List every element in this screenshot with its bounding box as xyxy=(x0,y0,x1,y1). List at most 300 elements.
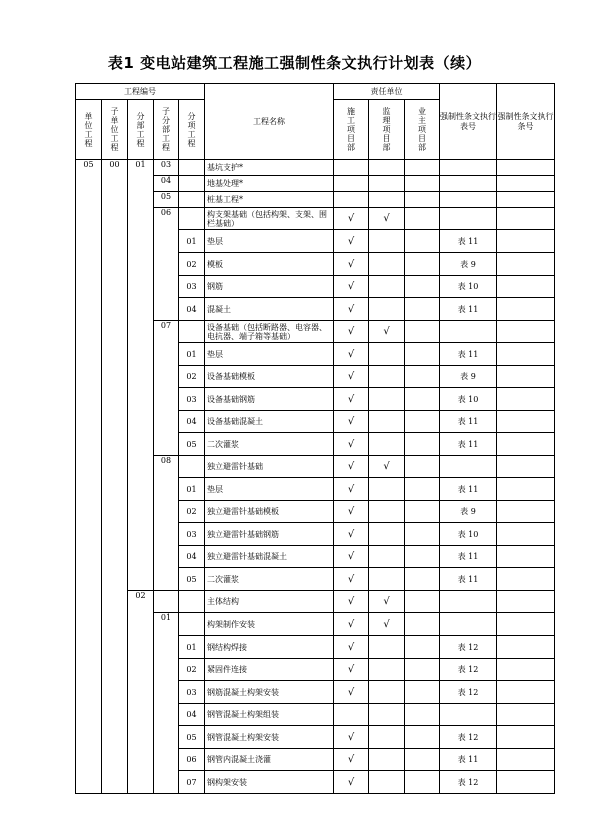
plan-table xyxy=(75,83,555,794)
table-row xyxy=(76,636,555,659)
unit-cell xyxy=(76,366,102,388)
name-cell: 二次灌浆 xyxy=(205,568,334,591)
subpart-cell xyxy=(154,478,179,501)
supervision-check xyxy=(369,659,405,681)
name-cell: 桩基工程* xyxy=(205,192,334,208)
part-cell xyxy=(128,192,154,208)
subpart-cell xyxy=(154,749,179,771)
table-no-cell: 表 11 xyxy=(440,568,497,591)
subunit-cell xyxy=(102,771,128,794)
item-cell: 04 xyxy=(179,704,205,726)
owner-check xyxy=(405,568,440,591)
table-no-cell xyxy=(440,321,497,343)
owner-check xyxy=(405,366,440,388)
clause-no-cell xyxy=(497,411,555,433)
col-owner-header: 业主项目部 xyxy=(405,100,440,160)
supervision-check xyxy=(369,276,405,298)
col-clause-no-header: 强制性条文执行条号 xyxy=(497,84,555,160)
subpart-cell xyxy=(154,704,179,726)
item-cell: 03 xyxy=(179,523,205,546)
subunit-cell xyxy=(102,343,128,366)
name-cell: 混凝土 xyxy=(205,298,334,321)
construction-check: √ xyxy=(334,253,369,276)
owner-check xyxy=(405,704,440,726)
part-cell xyxy=(128,478,154,501)
subpart-cell xyxy=(154,276,179,298)
unit-cell xyxy=(76,276,102,298)
subunit-cell xyxy=(102,411,128,433)
construction-check: √ xyxy=(334,501,369,523)
table-row xyxy=(76,160,555,176)
owner-check xyxy=(405,523,440,546)
subpart-cell xyxy=(154,726,179,749)
clause-no-cell xyxy=(497,366,555,388)
item-cell: 03 xyxy=(179,276,205,298)
table-no-cell: 表 11 xyxy=(440,343,497,366)
construction-check: √ xyxy=(334,433,369,456)
table-row xyxy=(76,456,555,478)
supervision-check: √ xyxy=(369,456,405,478)
construction-check: √ xyxy=(334,591,369,613)
supervision-check xyxy=(369,298,405,321)
table-row xyxy=(76,176,555,192)
unit-cell xyxy=(76,230,102,253)
unit-cell xyxy=(76,411,102,433)
clause-no-cell xyxy=(497,298,555,321)
part-cell xyxy=(128,411,154,433)
unit-cell xyxy=(76,501,102,523)
subunit-cell xyxy=(102,659,128,681)
table-row xyxy=(76,613,555,636)
table-no-cell xyxy=(440,591,497,613)
unit-cell xyxy=(76,343,102,366)
part-cell xyxy=(128,343,154,366)
unit-cell: 05 xyxy=(76,160,102,176)
subunit-cell xyxy=(102,456,128,478)
unit-cell xyxy=(76,192,102,208)
part-cell xyxy=(128,501,154,523)
item-cell: 03 xyxy=(179,388,205,411)
table-no-cell: 表 11 xyxy=(440,230,497,253)
unit-cell xyxy=(76,771,102,794)
clause-no-cell xyxy=(497,208,555,230)
table-row xyxy=(76,411,555,433)
part-cell xyxy=(128,681,154,704)
subpart-cell xyxy=(154,636,179,659)
name-cell: 二次灌浆 xyxy=(205,433,334,456)
subunit-cell xyxy=(102,388,128,411)
subunit-cell xyxy=(102,321,128,343)
subpart-cell xyxy=(154,343,179,366)
name-cell: 垫层 xyxy=(205,230,334,253)
clause-no-cell xyxy=(497,478,555,501)
part-cell xyxy=(128,749,154,771)
subpart-cell xyxy=(154,298,179,321)
owner-check xyxy=(405,726,440,749)
unit-cell xyxy=(76,176,102,192)
supervision-check xyxy=(369,636,405,659)
item-cell xyxy=(179,456,205,478)
table-row xyxy=(76,523,555,546)
name-cell: 紧固件连接 xyxy=(205,659,334,681)
clause-no-cell xyxy=(497,546,555,568)
clause-no-cell xyxy=(497,276,555,298)
subpart-cell xyxy=(154,411,179,433)
subpart-cell xyxy=(154,681,179,704)
subpart-cell: 01 xyxy=(154,613,179,636)
subpart-cell xyxy=(154,523,179,546)
part-cell: 01 xyxy=(128,160,154,176)
part-cell xyxy=(128,298,154,321)
supervision-check xyxy=(369,704,405,726)
supervision-check xyxy=(369,523,405,546)
clause-no-cell xyxy=(497,343,555,366)
construction-check: √ xyxy=(334,276,369,298)
owner-check xyxy=(405,433,440,456)
table-row xyxy=(76,321,555,343)
construction-check: √ xyxy=(334,478,369,501)
clause-no-cell xyxy=(497,456,555,478)
table-row xyxy=(76,298,555,321)
subpart-cell xyxy=(154,546,179,568)
unit-cell xyxy=(76,636,102,659)
item-cell: 03 xyxy=(179,681,205,704)
unit-cell xyxy=(76,523,102,546)
table-row xyxy=(76,568,555,591)
clause-no-cell xyxy=(497,501,555,523)
unit-cell xyxy=(76,659,102,681)
clause-no-cell xyxy=(497,160,555,176)
table-no-cell: 表 11 xyxy=(440,411,497,433)
owner-check xyxy=(405,659,440,681)
owner-check xyxy=(405,253,440,276)
item-cell: 04 xyxy=(179,298,205,321)
table-no-cell: 表 10 xyxy=(440,276,497,298)
construction-check: √ xyxy=(334,749,369,771)
construction-check: √ xyxy=(334,523,369,546)
item-cell: 05 xyxy=(179,568,205,591)
part-cell xyxy=(128,568,154,591)
supervision-check xyxy=(369,176,405,192)
group-responsible: 责任单位 xyxy=(334,84,440,100)
col-supervision-header: 监理项目部 xyxy=(369,100,405,160)
name-cell: 钢构架安装 xyxy=(205,771,334,794)
item-cell: 02 xyxy=(179,501,205,523)
part-cell xyxy=(128,523,154,546)
table-row xyxy=(76,501,555,523)
construction-check xyxy=(334,160,369,176)
item-cell: 02 xyxy=(179,253,205,276)
table-row xyxy=(76,276,555,298)
col-name-header: 工程名称 xyxy=(205,84,334,160)
table-no-cell: 表 11 xyxy=(440,749,497,771)
unit-cell xyxy=(76,681,102,704)
table-row xyxy=(76,546,555,568)
subpart-cell: 08 xyxy=(154,456,179,478)
construction-check: √ xyxy=(334,771,369,794)
supervision-check: √ xyxy=(369,321,405,343)
name-cell: 垫层 xyxy=(205,478,334,501)
subunit-cell xyxy=(102,591,128,613)
construction-check: √ xyxy=(334,726,369,749)
table-row xyxy=(76,230,555,253)
clause-no-cell xyxy=(497,433,555,456)
item-cell: 02 xyxy=(179,659,205,681)
table-no-cell: 表 10 xyxy=(440,523,497,546)
part-cell xyxy=(128,613,154,636)
construction-check xyxy=(334,176,369,192)
supervision-check xyxy=(369,771,405,794)
table-no-cell: 表 11 xyxy=(440,433,497,456)
table-row xyxy=(76,343,555,366)
unit-cell xyxy=(76,478,102,501)
subunit-cell xyxy=(102,298,128,321)
clause-no-cell xyxy=(497,681,555,704)
construction-check: √ xyxy=(334,298,369,321)
table-no-cell xyxy=(440,160,497,176)
construction-check: √ xyxy=(334,636,369,659)
name-cell: 独立避雷针基础模板 xyxy=(205,501,334,523)
clause-no-cell xyxy=(497,771,555,794)
table-row xyxy=(76,681,555,704)
owner-check xyxy=(405,456,440,478)
table-no-cell: 表 11 xyxy=(440,298,497,321)
subunit-cell: 00 xyxy=(102,160,128,176)
name-cell: 构架制作安装 xyxy=(205,613,334,636)
item-cell: 06 xyxy=(179,749,205,771)
supervision-check xyxy=(369,411,405,433)
table-no-cell: 表 12 xyxy=(440,681,497,704)
construction-check xyxy=(334,704,369,726)
subunit-cell xyxy=(102,636,128,659)
subunit-cell xyxy=(102,433,128,456)
owner-check xyxy=(405,591,440,613)
subunit-cell xyxy=(102,613,128,636)
col-part-header: 分部工程 xyxy=(128,100,154,160)
part-cell xyxy=(128,366,154,388)
clause-no-cell xyxy=(497,704,555,726)
part-cell xyxy=(128,230,154,253)
table-no-cell: 表 9 xyxy=(440,366,497,388)
subunit-cell xyxy=(102,276,128,298)
clause-no-cell xyxy=(497,523,555,546)
unit-cell xyxy=(76,388,102,411)
subpart-cell xyxy=(154,591,179,613)
construction-check: √ xyxy=(334,343,369,366)
subunit-cell xyxy=(102,230,128,253)
table-row xyxy=(76,771,555,794)
supervision-check xyxy=(369,366,405,388)
supervision-check xyxy=(369,160,405,176)
part-cell: 02 xyxy=(128,591,154,613)
subpart-cell xyxy=(154,388,179,411)
owner-check xyxy=(405,176,440,192)
subpart-cell xyxy=(154,568,179,591)
supervision-check: √ xyxy=(369,208,405,230)
construction-check: √ xyxy=(334,230,369,253)
clause-no-cell xyxy=(497,388,555,411)
subpart-cell xyxy=(154,659,179,681)
subpart-cell: 04 xyxy=(154,176,179,192)
name-cell: 设备基础（包括断路器、电容器、电抗器、端子箱等基础） xyxy=(205,321,334,343)
name-cell: 设备基础混凝土 xyxy=(205,411,334,433)
owner-check xyxy=(405,681,440,704)
unit-cell xyxy=(76,298,102,321)
part-cell xyxy=(128,704,154,726)
subunit-cell xyxy=(102,253,128,276)
owner-check xyxy=(405,230,440,253)
supervision-check xyxy=(369,433,405,456)
construction-check: √ xyxy=(334,546,369,568)
item-cell xyxy=(179,160,205,176)
name-cell: 垫层 xyxy=(205,343,334,366)
item-cell xyxy=(179,321,205,343)
unit-cell xyxy=(76,456,102,478)
part-cell xyxy=(128,388,154,411)
clause-no-cell xyxy=(497,568,555,591)
table-row xyxy=(76,749,555,771)
construction-check: √ xyxy=(334,366,369,388)
table-row xyxy=(76,704,555,726)
construction-check: √ xyxy=(334,388,369,411)
clause-no-cell xyxy=(497,192,555,208)
col-subunit-header: 子单位工程 xyxy=(102,100,128,160)
supervision-check xyxy=(369,343,405,366)
table-no-cell: 表 9 xyxy=(440,501,497,523)
table-row xyxy=(76,208,555,230)
col-subpart-header: 子分部工程 xyxy=(154,100,179,160)
supervision-check: √ xyxy=(369,613,405,636)
subpart-cell xyxy=(154,433,179,456)
clause-no-cell xyxy=(497,321,555,343)
owner-check xyxy=(405,388,440,411)
item-cell: 01 xyxy=(179,636,205,659)
unit-cell xyxy=(76,568,102,591)
part-cell xyxy=(128,276,154,298)
part-cell xyxy=(128,771,154,794)
table-no-cell: 表 11 xyxy=(440,546,497,568)
subunit-cell xyxy=(102,176,128,192)
supervision-check xyxy=(369,230,405,253)
subunit-cell xyxy=(102,568,128,591)
subunit-cell xyxy=(102,749,128,771)
clause-no-cell xyxy=(497,749,555,771)
subunit-cell xyxy=(102,681,128,704)
unit-cell xyxy=(76,591,102,613)
group-project-no: 工程编号 xyxy=(76,84,205,100)
item-cell: 04 xyxy=(179,546,205,568)
supervision-check xyxy=(369,568,405,591)
name-cell: 设备基础钢筋 xyxy=(205,388,334,411)
clause-no-cell xyxy=(497,253,555,276)
owner-check xyxy=(405,478,440,501)
subpart-cell: 07 xyxy=(154,321,179,343)
part-cell xyxy=(128,636,154,659)
construction-check: √ xyxy=(334,681,369,704)
page-title: 表1 变电站建筑工程施工强制性条文执行计划表（续） xyxy=(107,54,482,72)
owner-check xyxy=(405,298,440,321)
table-no-cell: 表 12 xyxy=(440,636,497,659)
subpart-cell xyxy=(154,366,179,388)
table-row xyxy=(76,726,555,749)
supervision-check xyxy=(369,192,405,208)
table-row xyxy=(76,478,555,501)
subpart-cell: 06 xyxy=(154,208,179,230)
item-cell xyxy=(179,613,205,636)
construction-check: √ xyxy=(334,613,369,636)
table-row xyxy=(76,591,555,613)
col-table-no-header: 强制性条文执行表号 xyxy=(440,84,497,160)
unit-cell xyxy=(76,613,102,636)
name-cell: 基坑支护* xyxy=(205,160,334,176)
table-no-cell: 表 11 xyxy=(440,478,497,501)
clause-no-cell xyxy=(497,636,555,659)
name-cell: 钢筋 xyxy=(205,276,334,298)
item-cell xyxy=(179,192,205,208)
name-cell: 钢管内混凝土浇灌 xyxy=(205,749,334,771)
item-cell: 05 xyxy=(179,433,205,456)
item-cell: 04 xyxy=(179,411,205,433)
subpart-cell xyxy=(154,501,179,523)
clause-no-cell xyxy=(497,230,555,253)
part-cell xyxy=(128,321,154,343)
construction-check: √ xyxy=(334,456,369,478)
clause-no-cell xyxy=(497,591,555,613)
item-cell xyxy=(179,208,205,230)
subunit-cell xyxy=(102,501,128,523)
part-cell xyxy=(128,546,154,568)
table-no-cell: 表 10 xyxy=(440,388,497,411)
construction-check: √ xyxy=(334,321,369,343)
owner-check xyxy=(405,343,440,366)
owner-check xyxy=(405,613,440,636)
supervision-check xyxy=(369,388,405,411)
name-cell: 钢筋混凝土构架安装 xyxy=(205,681,334,704)
subunit-cell xyxy=(102,366,128,388)
name-cell: 独立避雷针基础 xyxy=(205,456,334,478)
name-cell: 钢管混凝土构架组装 xyxy=(205,704,334,726)
subunit-cell xyxy=(102,523,128,546)
table-no-cell xyxy=(440,176,497,192)
col-item-header: 分项工程 xyxy=(179,100,205,160)
item-cell: 01 xyxy=(179,478,205,501)
part-cell xyxy=(128,456,154,478)
table-no-cell xyxy=(440,208,497,230)
item-cell: 02 xyxy=(179,366,205,388)
construction-check: √ xyxy=(334,659,369,681)
name-cell: 构支架基础（包括构架、支架、围栏基础） xyxy=(205,208,334,230)
item-cell xyxy=(179,591,205,613)
subunit-cell xyxy=(102,192,128,208)
subunit-cell xyxy=(102,546,128,568)
construction-check xyxy=(334,192,369,208)
owner-check xyxy=(405,501,440,523)
owner-check xyxy=(405,208,440,230)
part-cell xyxy=(128,726,154,749)
unit-cell xyxy=(76,321,102,343)
clause-no-cell xyxy=(497,613,555,636)
name-cell: 钢管混凝土构架安装 xyxy=(205,726,334,749)
unit-cell xyxy=(76,749,102,771)
table-no-cell: 表 12 xyxy=(440,659,497,681)
table-no-cell xyxy=(440,456,497,478)
subunit-cell xyxy=(102,704,128,726)
clause-no-cell xyxy=(497,176,555,192)
item-cell xyxy=(179,176,205,192)
supervision-check xyxy=(369,546,405,568)
name-cell: 独立避雷针基础钢筋 xyxy=(205,523,334,546)
table-no-cell xyxy=(440,704,497,726)
